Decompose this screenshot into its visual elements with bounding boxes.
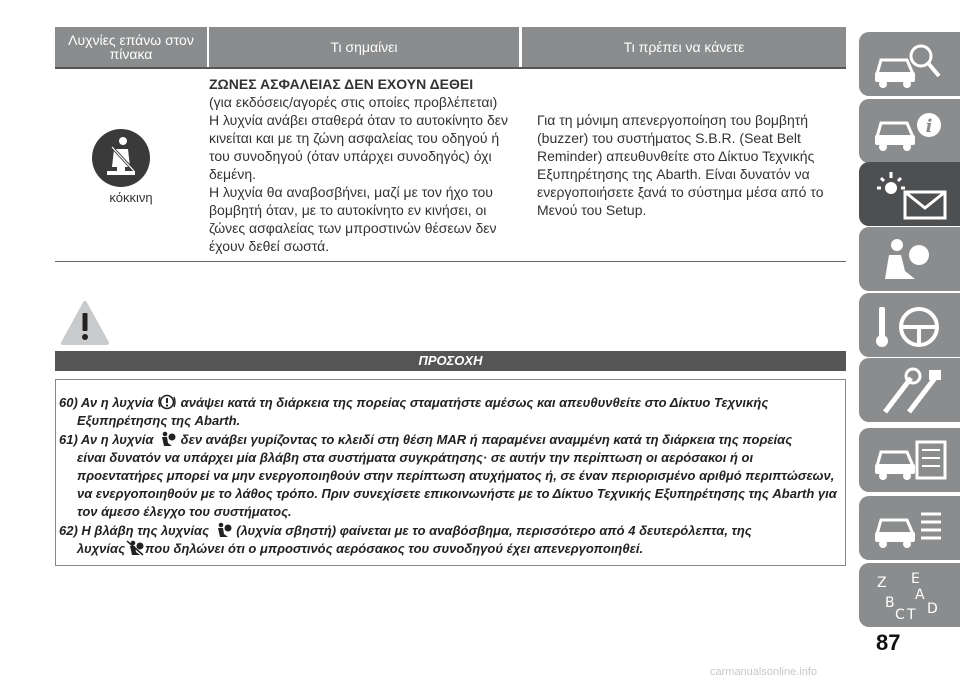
warning-lights-icon xyxy=(871,170,951,220)
airbag-fault-icon xyxy=(158,394,176,410)
car-data-icon xyxy=(871,436,951,486)
steering-wheel-icon xyxy=(871,301,951,351)
header-action: Τι πρέπει να κάνετε xyxy=(522,27,846,67)
svg-text:i: i xyxy=(925,116,933,137)
tab-car-specs[interactable] xyxy=(859,496,960,560)
warning-title: ΠΡΟΣΟΧΗ xyxy=(55,351,846,371)
svg-text:T: T xyxy=(907,607,916,621)
tab-steering-wheel[interactable] xyxy=(859,293,960,357)
svg-text:E: E xyxy=(911,571,920,587)
meaning-text xyxy=(209,75,515,255)
tab-car-data[interactable] xyxy=(859,428,960,492)
warning-note-60: 60) Αν η λυχνία ανάψει κατά τη διάρκεια της πορείας σταματήστε αμέσως και απευθυνθείτε στο Δίκτυο Τεχνικής Εξυπηρέτησης της Abarth. xyxy=(59,395,769,428)
svg-text:C: C xyxy=(895,607,905,621)
meaning-title: ΖΩΝΕΣ ΑΣΦΑΛΕΙΑΣ ΔΕΝ ΕΧΟΥΝ ΔΕΘΕΙ xyxy=(209,76,474,92)
warning-triangle-icon xyxy=(60,300,110,346)
meaning-line-1: (για εκδόσεις/αγορές στις οποίες προβλέπεται) xyxy=(209,94,498,110)
airbag-seat-icon xyxy=(871,235,951,285)
tab-airbag-seat[interactable] xyxy=(859,227,960,291)
action-text: Για τη μόνιμη απενεργοποίηση του βομβητή (buzzer) του συστήματος S.B.R. (Seat Belt Reminder) απευθυνθείτε στο Δίκτυο Τεχνικής Εξυπηρέτησης της Abarth. Είναι δυνατόν να ενεργοποιήσετε ξανά το σύστημα μέσα από το Μενού του Setup. xyxy=(537,112,824,218)
passenger-airbag-off-icon xyxy=(126,540,144,556)
svg-text:D: D xyxy=(927,601,938,617)
car-specs-icon xyxy=(871,504,951,554)
meaning-line-2: Η λυχνία ανάβει σταθερά όταν το αυτοκίνητο δεν κινείται και με τη ζώνη ασφαλείας του οδηγού ή του συνοδηγού (όταν υπάρχει συνοδηγός) όχι δεμένη. xyxy=(209,112,509,182)
header-divider xyxy=(55,67,846,69)
warning-note-62: 62) Η βλάβη της λυχνίας (λυχνία σβηστή) φαίνεται με το αναβόσβημα, περισσότερο από 4 δευτερόλεπτα, της λυχνίας που δηλώνει ότι ο μπροστινός αερόσακος του συνοδηγού έχει απενεργοποιηθεί. xyxy=(59,523,752,556)
tab-car-search[interactable] xyxy=(859,32,960,96)
svg-text:Z: Z xyxy=(877,575,887,591)
lamp-color-label: κόκκινη xyxy=(109,190,153,205)
page-number: 87 xyxy=(876,630,901,655)
svg-text:A: A xyxy=(915,587,925,603)
airbag-person-icon xyxy=(158,431,176,447)
meaning-line-3: Η λυχνία θα αναβοσβήνει, μαζί με τον ήχο του βομβητή όταν, με το αυτοκίνητο εν κινήσει, οι ζώνες ασφαλείας των μπροστινών θέσεων δεν έχουν δεθεί σωστά. xyxy=(209,184,497,254)
tab-index[interactable] xyxy=(859,563,960,627)
car-info-icon xyxy=(871,107,951,157)
row-divider xyxy=(55,261,846,262)
header-meaning: Τι σημαίνει xyxy=(209,27,519,67)
watermark: carmanualsonline.info xyxy=(710,666,818,678)
seatbelt-warning-icon xyxy=(90,127,152,189)
header-lamps: Λυχνίες επάνω στον πίνακα xyxy=(55,27,207,67)
car-search-icon xyxy=(871,40,951,90)
index-icon xyxy=(871,571,951,621)
warning-note-61: 61) Αν η λυχνία δεν ανάβει γυρίζοντας το κλειδί στη θέση MAR ή παραμένει αναμμένη κατά τη διάρκεια της πορείας είναι δυνατόν να υπάρχει μία βλάβη στα συστήματα συγκράτησης· σε αυτήν την περίπτωση οι αερόσακοι ή οι προεντατήρες μπορεί να μην ενεργοποιηθούν στην περίπτωση ατυχήματος ή, σε έναν περιορισμένο αριθμό περιπτώσεων, να ενεργοποιηθούν με το λάθος τρόπο. Πριν συνεχίσετε επικοινωνήστε με το Δίκτυο Τεχνικής Εξυπηρέτησης της Abarth για τον άμεσο έλεγχο του συστήματος. xyxy=(59,432,837,519)
tab-tools[interactable] xyxy=(859,358,960,422)
tab-warning-lights[interactable] xyxy=(859,162,960,226)
svg-text:B: B xyxy=(885,595,895,611)
tools-icon xyxy=(871,366,951,416)
airbag-person-icon xyxy=(214,522,232,538)
tab-car-info[interactable] xyxy=(859,99,960,163)
